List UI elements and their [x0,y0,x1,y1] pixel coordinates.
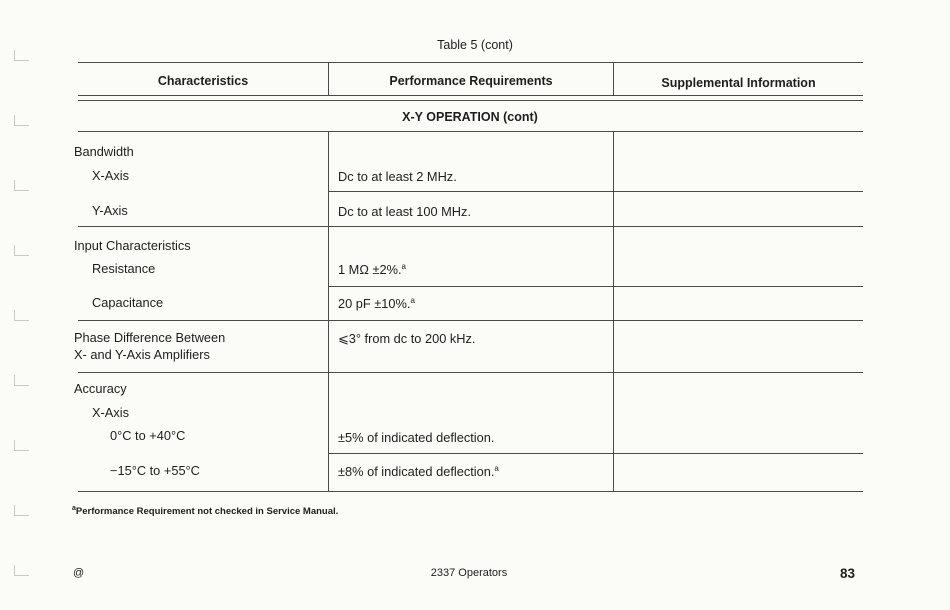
column-divider [328,131,329,492]
row-rule [328,286,863,287]
row-bw-y-axis: Y-Axis [92,203,128,218]
row-rule [78,372,863,373]
binder-hole [14,375,29,386]
row-acc-range2: −15°C to +55°C [110,463,200,478]
footnote-marker: a [72,505,76,512]
row-rule [328,191,863,192]
footnote-text: Performance Requirement not checked in Service Manual. [75,506,339,517]
column-divider [613,131,614,492]
row-rule [328,453,863,454]
row-phase-line2: X- and Y-Axis Amplifiers [74,347,210,362]
value-resistance: 1 MΩ ±2%.$^a$ [338,262,406,277]
footer-symbol: @ [73,567,85,579]
row-acc-x-axis: X-Axis [92,405,129,420]
footnote-ref: a [410,296,415,305]
footnote [72,505,338,517]
binder-hole [14,310,29,321]
table-top-rule [78,62,863,63]
row-rule [78,320,863,321]
header-supplemental-information: Supplemental Information [661,76,816,90]
value-bw-y-axis: Dc to at least 100 MHz. [338,204,471,219]
row-rule [78,226,863,227]
row-accuracy: Accuracy [74,381,127,396]
value-capacitance: 20 pF ±10%.$^a$ [338,296,415,311]
footnote-ref: a [494,464,499,473]
section-rule [78,131,863,132]
value-bw-x-axis: Dc to at least 2 MHz. [338,169,457,184]
row-bandwidth: Bandwidth [74,144,134,159]
header-rule [78,95,863,96]
row-capacitance: Capacitance [92,295,164,310]
table-bottom-rule [78,491,863,492]
row-bw-x-axis: X-Axis [92,168,129,183]
binder-hole [14,180,29,191]
footer-manual-title: 2337 Operators [430,567,508,579]
header-characteristics: Characteristics [157,74,249,88]
row-acc-range1: 0°C to +40°C [110,428,186,443]
value-acc-range2: ±8% of indicated deflection.$^a$ [338,464,499,479]
table-caption: Table 5 (cont) [437,38,513,52]
value-acc-range1: ±5% of indicated deflection. [338,430,495,445]
row-resistance: Resistance [92,261,156,276]
binder-hole [14,115,29,126]
binder-hole [14,440,29,451]
header-rule-double [78,100,863,101]
section-title: X-Y OPERATION (cont) [402,110,538,124]
binder-margin [0,0,40,610]
binder-hole [14,505,29,516]
row-phase-line1: Phase Difference Between [74,330,226,345]
value-phase: ⩽3° from dc to 200 kHz. [338,331,476,346]
page-number: 83 [840,566,856,581]
row-input-characteristics: Input Characteristics [74,238,191,253]
footnote-ref: a [401,262,406,271]
binder-hole [14,245,29,256]
header-performance-requirements: Performance Requirements [389,74,553,88]
